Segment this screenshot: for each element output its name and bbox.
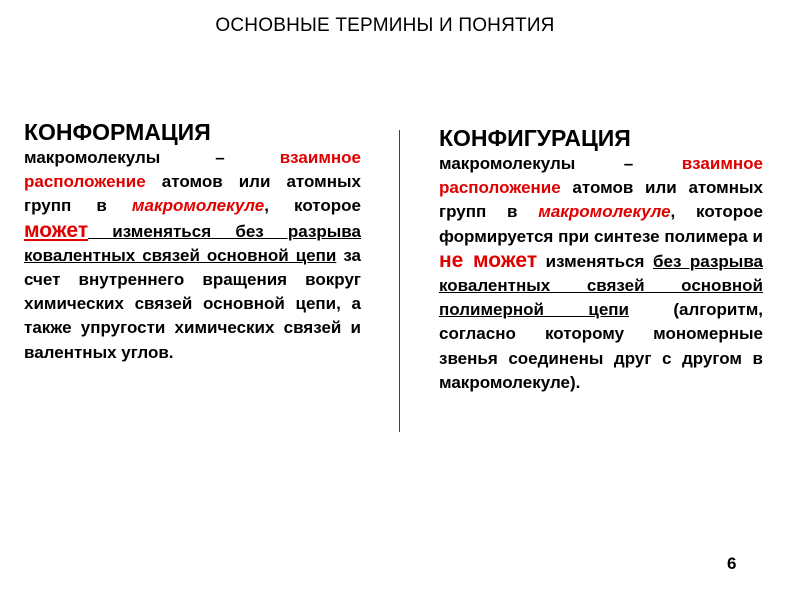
conformation-text-3: , которое <box>264 196 361 216</box>
configuration-text-without-break: без разрыва ковалентных связей основной полимерной цепи <box>439 251 764 320</box>
configuration-text-1: макромолекулы – <box>439 154 682 173</box>
conformation-highlight-can: может <box>24 218 89 242</box>
page-number: 6 <box>727 554 737 573</box>
slide-title: ОСНОВНЫЕ ТЕРМИНЫ И ПОНЯТИЯ <box>215 15 555 36</box>
column-divider <box>399 130 400 432</box>
configuration-text-4: изменяться <box>537 251 653 271</box>
configuration-highlight-macromolecule: макромолекуле <box>538 202 671 222</box>
conformation-term: КОНФОРМАЦИЯ <box>24 119 211 145</box>
conformation-text-without-break: без разрыва ковалентных связей основной цепи <box>24 221 361 265</box>
conformation-text-1: макромолекулы – <box>24 148 280 167</box>
conformation-text-4: за счет внутреннего вращения вокруг химических связей основной цепи, а также упругости химических связей и валентных углов. <box>24 245 362 362</box>
configuration-text-2: атомов или атомных групп в <box>439 178 763 222</box>
conformation-text-2: атомов или атомных групп в <box>24 172 361 216</box>
conformation-definition <box>24 118 361 365</box>
conformation-highlight-macromolecule: макромолекуле <box>131 196 265 216</box>
configuration-definition <box>439 124 763 395</box>
configuration-highlight-arrangement: взаимное расположение <box>439 154 763 198</box>
configuration-term: КОНФИГУРАЦИЯ <box>439 125 631 151</box>
conformation-text-change: изменяться <box>88 221 212 241</box>
conformation-highlight-arrangement: взаимное расположение <box>24 148 361 192</box>
configuration-text-3: , которое формируется при синтезе полимера и <box>439 202 763 246</box>
configuration-highlight-cannot: не может <box>439 248 538 272</box>
configuration-text-5: (алгоритм, согласно которому мономерные звенья соединены друг с другом в макромолекуле). <box>439 300 763 392</box>
